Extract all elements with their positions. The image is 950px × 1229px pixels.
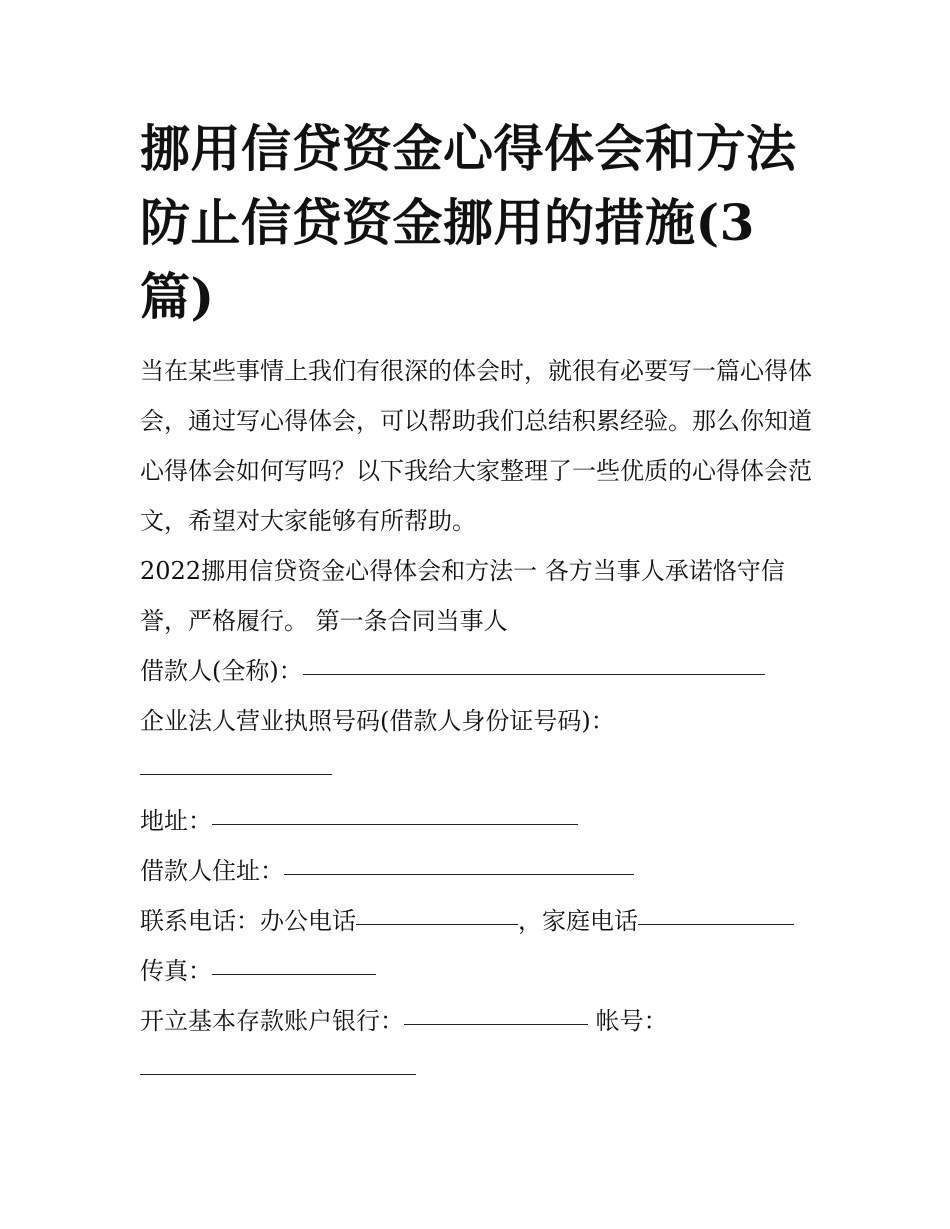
address-label: 地址：	[140, 807, 212, 835]
license-blank	[140, 744, 332, 775]
residence-label: 借款人住址：	[140, 857, 284, 885]
document-title: 挪用信贷资金心得体会和方法防止信贷资金挪用的措施(3篇)	[140, 119, 797, 326]
account-label: 帐号：	[588, 1007, 668, 1035]
borrower-line	[140, 646, 820, 696]
office-phone-label: 联系电话：办公电话	[140, 907, 356, 935]
home-phone-blank	[638, 894, 794, 925]
office-phone-blank	[356, 894, 518, 925]
account-blank-line	[140, 1046, 820, 1096]
residence-line	[140, 846, 820, 896]
fax-blank	[212, 944, 376, 975]
section-1-paragraph: 2022挪用信贷资金心得体会和方法一 各方当事人承诺恪守信誉，严格履行。 第一条合同当事人	[140, 557, 785, 635]
address-line	[140, 796, 820, 846]
residence-blank	[284, 844, 634, 875]
account-blank	[140, 1044, 416, 1075]
borrower-label: 借款人(全称)：	[140, 657, 303, 685]
license-line	[140, 696, 820, 746]
intro-paragraph: 当在某些事情上我们有很深的体会时，就很有必要写一篇心得体会，通过写心得体会，可以帮助我们总结积累经验。那么你知道心得体会如何写吗？以下我给大家整理了一些优质的心得体会范文，希望对大家能够有所帮助。	[140, 357, 812, 535]
document-page	[140, 112, 820, 1096]
bank-line	[140, 996, 820, 1046]
address-blank	[212, 794, 578, 825]
bank-label: 开立基本存款账户银行：	[140, 1007, 404, 1035]
fax-label: 传真：	[140, 957, 212, 985]
bank-blank	[404, 994, 588, 1025]
borrower-blank	[303, 644, 765, 675]
license-label: 企业法人营业执照号码(借款人身份证号码)：	[140, 707, 615, 735]
phone-line	[140, 896, 820, 946]
home-phone-label: ，家庭电话	[518, 907, 638, 935]
fax-line	[140, 946, 820, 996]
license-blank-line	[140, 746, 820, 796]
